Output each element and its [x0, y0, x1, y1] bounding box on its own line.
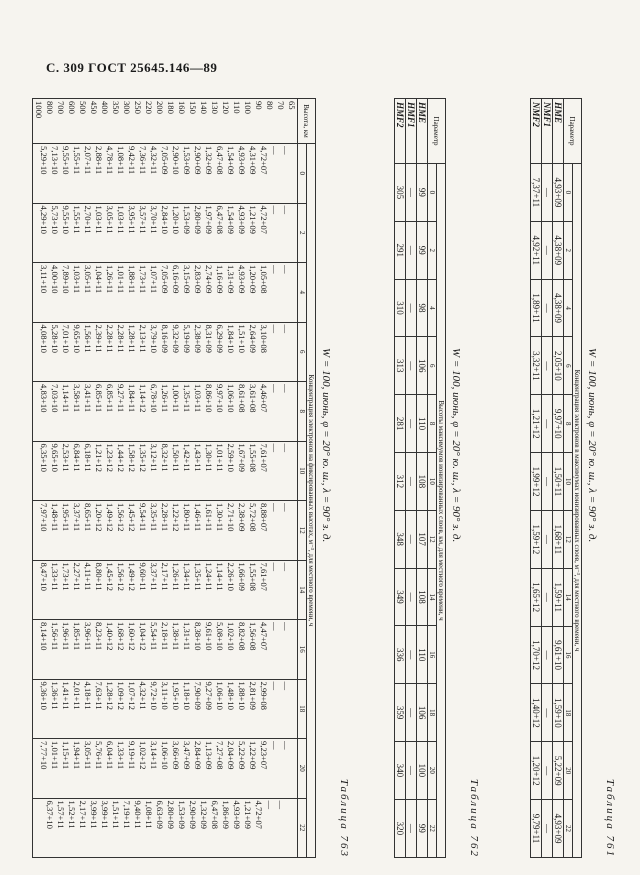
hour-header: 12: [298, 500, 307, 560]
hour-header: 20: [428, 741, 437, 799]
hour-header: 0: [564, 163, 573, 221]
hour-header: 4: [298, 262, 307, 322]
table-cell: 1,65+12: [531, 568, 542, 626]
table-cell: 336: [395, 625, 406, 683]
table-cell: —: [542, 510, 553, 568]
hour-header: 10: [564, 452, 573, 510]
param-name: HMF1: [406, 98, 417, 163]
hour-header: 22: [428, 799, 437, 857]
table-cell: 281: [395, 394, 406, 452]
table-763-subtitle: Концентрация электронов на фиксированных высотах, м⁻³, для местного времени, ч: [307, 143, 316, 857]
table-cell: —: [542, 626, 553, 684]
table-cell: 1,59+11: [553, 568, 564, 626]
table-cell: 320: [395, 799, 406, 857]
param-name: HMF2: [395, 98, 406, 163]
table-cell: 110: [417, 394, 428, 452]
table-761-hours-row: [564, 98, 573, 857]
table-763-height-header: Высота, км: [298, 98, 316, 143]
table-row: [553, 98, 564, 857]
hour-header: 10: [298, 441, 307, 501]
table-cell: 106: [417, 336, 428, 394]
table-762-header-row: [437, 98, 446, 857]
table-cell: 110: [417, 625, 428, 683]
rotated-content: [20, 88, 620, 868]
hour-header: 14: [564, 568, 573, 626]
table-cell: 4,93+09: [553, 163, 564, 221]
table-cell: 4,38+09: [553, 279, 564, 337]
table-cell: —: [406, 510, 417, 568]
hour-header: 20: [564, 741, 573, 799]
param-name: NMF2: [531, 98, 542, 163]
table-763-header-row: [307, 98, 316, 857]
table-cell: —: [406, 336, 417, 394]
hour-header: 18: [564, 683, 573, 741]
table-cell: 9,79+11: [531, 799, 542, 857]
hour-header: 0: [428, 163, 437, 221]
table-cell: —: [406, 221, 417, 279]
table-cell: —: [542, 279, 553, 337]
table-cell: 1,70+12: [531, 626, 542, 684]
concentration-column: — — 9,23+07 1,22+09 5,22+09 2,04+09 7,27+08 1,13+09 2,84+09 3,47+09 3,66+09 1,06+10 3,14+11 1,02+12 9,19+11 1,33+11 6,04+11 5,76+11 3,05+11 1,94+11 1,15+11 1,01+11 7,77+10: [33, 738, 298, 798]
table-row: [417, 98, 428, 857]
table-761-title: W = 100, июнь, φ = 20° ю. ш., λ = 90° з. д.: [586, 347, 598, 542]
hour-header: 12: [428, 510, 437, 568]
table-cell: 99: [417, 221, 428, 279]
hour-header: 14: [298, 560, 307, 620]
concentration-column: — — 7,61+07 1,55+08 1,66+09 2,26+10 1,14+11 1,24+11 1,35+11 1,34+11 1,26+11 2,17+11 3,37+11 9,60+11 1,49+12 1,56+12 1,45+12 8,80+11 4,11+11 2,27+11 1,73+11 1,33+11 8,47+10: [33, 560, 298, 620]
table-cell: 99: [417, 799, 428, 857]
hour-header: 6: [298, 322, 307, 382]
hour-header: 2: [428, 221, 437, 279]
hour-header: 18: [428, 683, 437, 741]
concentration-column: — — 8,88+07 5,72+08 2,38+09 2,71+10 1,30+11 1,61+11 1,46+11 1,80+11 1,22+12 2,28+11 3,35+11 9,54+11 1,45+12 1,56+12 1,49+12 1,20+12 8,65+11 3,37+11 1,95+11 1,48+11 7,97+10: [33, 500, 298, 560]
table-cell: 3,32+11: [531, 336, 542, 394]
hour-header: 2: [564, 221, 573, 279]
table-762-subtitle: Высоты максимумов ионизированных слоев, км, для местного времени, ч: [437, 163, 446, 857]
table-cell: 108: [417, 568, 428, 626]
hour-header: 12: [564, 510, 573, 568]
table-cell: 2,05+10: [553, 336, 564, 394]
table-763-title: W = 100, июнь, φ = 20° ю. ш., λ = 90° з. д.: [320, 347, 332, 542]
concentration-column: — — 3,10+08 2,64+09 1,51+10 1,84+10 6,29+09 8,31+09 2,38+09 5,19+09 9,32+09 8,16+09 3,79+10 2,13+11 1,28+11 2,28+11 2,28+11 2,39+11 1,56+11 9,65+10 7,01+10 5,28+10 4,08+10: [33, 322, 298, 382]
concentration-column: — — 7,61+07 1,55+08 1,67+09 2,59+10 1,01+11 1,30+11 1,43+11 1,42+11 1,50+11 8,32+11 3,12+11 1,35+12 1,58+12 1,44+12 1,23+12 1,21+12 6,18+11 6,84+11 2,53+11 9,65+10 6,35+10: [33, 441, 298, 501]
rotated-page: [0, 80, 640, 875]
table-cell: —: [406, 799, 417, 857]
hour-header: 0: [298, 143, 307, 203]
table-cell: —: [406, 163, 417, 221]
concentration-column: — — 4,72+07 1,21+09 4,93+09 1,86+09 6,47+08 1,32+09 2,90+09 1,53+09 2,80+09 6,63+09 1,08+11 9,40+11 7,19+11 1,51+11 3,99+11 3,99+11 2,17+11 1,52+11 1,57+11 6,37+10: [33, 798, 298, 858]
table-cell: 1,21+12: [531, 394, 542, 452]
table-cell: 310: [395, 279, 406, 337]
hour-header: 2: [298, 203, 307, 263]
table-cell: —: [406, 741, 417, 799]
param-name: NMF1: [542, 98, 553, 163]
table-762-title: W = 100, июнь, φ = 20° ю. ш., λ = 90° з. д.: [450, 347, 462, 542]
table-row: [542, 98, 553, 857]
table-cell: 1,89+11: [531, 279, 542, 337]
table-cell: 305: [395, 163, 406, 221]
table-cell: —: [542, 741, 553, 799]
hour-header: 18: [298, 679, 307, 739]
table-cell: 313: [395, 336, 406, 394]
table-761-header-row: [573, 98, 582, 857]
concentration-column: — — 4,72+07 4,31+09 4,93+09 1,54+09 6,47+08 1,32+09 2,90+09 1,53+09 2,90+10 7,05+09 4,32+11 7,36+11 9,42+11 1,08+11 4,78+11 2,88+11 2,07+11 1,55+11 9,55+10 7,13+10 5,29+10: [33, 143, 298, 203]
table-cell: 1,20+12: [531, 741, 542, 799]
table-cell: 100: [417, 741, 428, 799]
table-cell: 9,97+10: [553, 394, 564, 452]
table-cell: —: [542, 163, 553, 221]
hour-header: 22: [564, 799, 573, 857]
hour-header: 22: [298, 798, 307, 858]
hour-header: 14: [428, 568, 437, 626]
table-row: [531, 98, 542, 857]
table-cell: 1,68+11: [553, 510, 564, 568]
table-row: [395, 98, 406, 857]
table-cell: —: [542, 683, 553, 741]
table-cell: 1,99+12: [531, 452, 542, 510]
table-cell: 1,59+10: [553, 683, 564, 741]
table-cell: —: [406, 683, 417, 741]
table-cell: —: [406, 452, 417, 510]
concentration-column: — — 1,05+08 1,20+09 4,93+09 1,31+09 1,16+09 2,74+09 2,83+09 3,15+09 6,16+09 7,05+09 1,07+11 1,73+11 1,88+11 1,01+11 1,26+11 1,04+11 3,05+11 1,03+11 7,89+10 4,00+10 3,11+10: [33, 262, 298, 322]
table-cell: 106: [417, 683, 428, 741]
table-cell: 1,50+11: [553, 452, 564, 510]
table-761-subtitle: Концентрация электронов в максимумах ионизированных слоев, м⁻³, для местного времени, ч: [573, 163, 582, 857]
table-cell: —: [406, 625, 417, 683]
param-name: HME: [553, 98, 564, 163]
table-762-body: [395, 98, 428, 857]
table-cell: 9,61+10: [553, 626, 564, 684]
table-cell: —: [542, 568, 553, 626]
table-761: [530, 98, 582, 858]
table-cell: 291: [395, 221, 406, 279]
table-cell: 4,93+09: [553, 799, 564, 857]
hour-header: 6: [564, 336, 573, 394]
table-cell: —: [542, 394, 553, 452]
hour-header: 8: [428, 394, 437, 452]
hour-header: 10: [428, 452, 437, 510]
table-762-hours-row: [428, 98, 437, 857]
hour-header: 8: [298, 381, 307, 441]
table-761-param-header: Параметр: [564, 98, 582, 163]
table-763-hours-row: [298, 98, 307, 857]
table-761-label: Таблица 761: [604, 778, 616, 858]
table-cell: 4,92+11: [531, 221, 542, 279]
table-cell: 4,38+09: [553, 221, 564, 279]
table-cell: 340: [395, 741, 406, 799]
table-762: [394, 98, 446, 858]
table-763-label: Таблица 763: [338, 778, 350, 858]
table-cell: 1,40+12: [531, 683, 542, 741]
table-cell: —: [542, 336, 553, 394]
hour-header: 4: [428, 279, 437, 337]
table-cell: 348: [395, 510, 406, 568]
hour-header: 16: [564, 626, 573, 684]
concentration-column: — — 4,72+07 1,21+09 4,93+09 1,54+09 6,47+08 1,97+09 2,80+09 1,53+09 1,20+10 2,84+10 3,70+11 3,57+11 3,95+11 1,03+11 3,05+11 1,03+11 2,70+11 1,55+11 9,55+10 5,73+10 4,29+10: [33, 203, 298, 263]
table-cell: 108: [417, 452, 428, 510]
table-row: [406, 98, 417, 857]
table-cell: 99: [417, 163, 428, 221]
table-763-data-row: [33, 98, 298, 857]
table-cell: 312: [395, 452, 406, 510]
table-cell: 107: [417, 510, 428, 568]
table-cell: 7,37+11: [531, 163, 542, 221]
table-cell: 1,59+12: [531, 510, 542, 568]
table-761-body: [531, 98, 564, 857]
table-cell: 98: [417, 279, 428, 337]
page-header: С. 309 ГОСТ 25645.146—89: [46, 60, 218, 75]
table-cell: —: [542, 452, 553, 510]
table-cell: —: [542, 799, 553, 857]
table-cell: —: [406, 279, 417, 337]
table-cell: 5,22+09: [553, 741, 564, 799]
hour-header: 20: [298, 738, 307, 798]
height-column: 65 70 80 90 100 110 120 130 140 150 160 180 200 220 250 300 350 400 450 500 600 700 800 1000: [33, 98, 298, 143]
table-cell: —: [406, 568, 417, 626]
table-cell: 349: [395, 568, 406, 626]
table-cell: —: [542, 221, 553, 279]
hour-header: 8: [564, 394, 573, 452]
table-762-param-header: Параметр: [428, 98, 446, 163]
table-762-label: Таблица 762: [468, 778, 480, 858]
concentration-column: — — 4,46+07 3,61+08 8,61+08 1,06+10 9,97+10 8,86+10 1,03+11 1,35+11 1,00+11 1,26+11 6,78+10 1,14+12 1,84+11 9,27+11 6,85+11 6,85+11 3,41+11 3,58+11 1,14+11 7,03+10 4,83+10: [33, 381, 298, 441]
param-name: HME: [417, 98, 428, 163]
hour-header: 16: [428, 625, 437, 683]
hour-header: 4: [564, 279, 573, 337]
table-cell: 359: [395, 683, 406, 741]
concentration-column: — — 2,99+08 2,81+09 1,88+10 1,48+10 1,06+10 9,27+09 7,90+09 1,18+10 1,95+10 3,11+10 9,72+10 4,32+11 1,07+12 1,09+12 1,28+12 7,63+11 4,18+11 2,01+11 1,41+11 1,36+11 9,36+10: [33, 679, 298, 739]
concentration-column: — — 4,47+07 1,56+08 8,82+08 1,02+10 5,08+10 9,61+10 8,38+10 1,31+11 1,38+11 2,18+11 5,54+11 1,04+12 1,60+12 1,68+12 1,40+12 8,23+11 3,96+11 1,85+11 1,96+11 1,56+11 8,14+10: [33, 619, 298, 679]
table-cell: —: [406, 394, 417, 452]
table-763: [32, 98, 316, 858]
hour-header: 16: [298, 619, 307, 679]
hour-header: 6: [428, 336, 437, 394]
